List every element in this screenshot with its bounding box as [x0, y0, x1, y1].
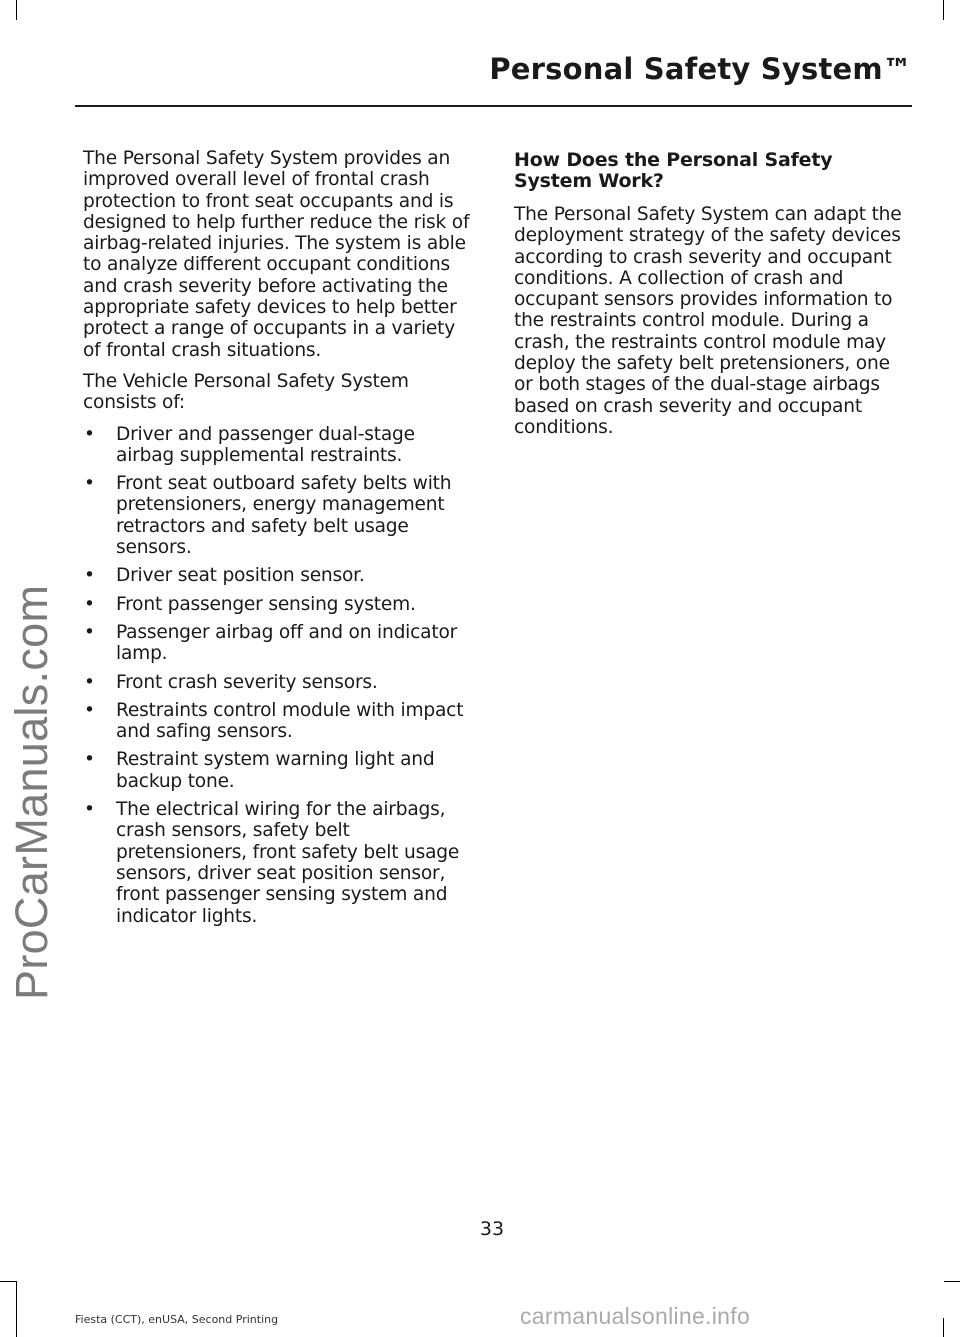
bullet-icon: •: [84, 565, 95, 587]
page-title: Personal Safety System™: [489, 52, 912, 86]
consists-of-paragraph: The Vehicle Personal Safety System consists of:: [83, 370, 409, 414]
section-heading: How Does the Personal Safety System Work?: [514, 149, 833, 192]
list-item: [83, 473, 475, 558]
side-watermark: ProCarManuals.com: [6, 584, 57, 1000]
bullet-icon: •: [84, 593, 95, 615]
list-item-text: Driver and passenger dual-stage airbag supplemental restraints.: [116, 423, 415, 466]
component-list: [83, 424, 475, 927]
crop-mark: [943, 0, 944, 20]
list-item: [83, 622, 475, 665]
left-column: [83, 148, 475, 934]
edition-footer: Fiesta (CCT), enUSA, Second Printing: [75, 1313, 279, 1326]
crop-mark: [944, 1281, 960, 1282]
site-watermark: carmanualsonline.info: [520, 1303, 751, 1329]
list-item-text: Front crash severity sensors.: [116, 671, 378, 693]
bullet-icon: •: [84, 749, 95, 771]
list-item-text: Passenger airbag off and on indicator lamp.: [116, 621, 458, 665]
crop-mark: [0, 1281, 16, 1282]
bullet-icon: •: [84, 473, 95, 495]
page-number: 33: [479, 1218, 505, 1240]
list-item-text: The electrical wiring for the airbags, crash sensors, safety belt pretensioners, front safety belt usage sensors, driver seat position sensor, front passenger sensing system and indicator lights.: [116, 799, 460, 927]
list-item-text: Front seat outboard safety belts with pretensioners, energy management retractors and safety belt usage sensors.: [116, 473, 452, 559]
list-item-text: Front passenger sensing system.: [116, 593, 416, 615]
bullet-icon: •: [84, 423, 95, 445]
list-item-text: Driver seat position sensor.: [116, 565, 365, 587]
section-body: The Personal Safety System can adapt the deployment strategy of the safety devices according to crash severity and occupant conditions. A collection of crash and occupant sensors provides information to the restraints control module. During a crash, the restraints control module may deploy the safety belt pretensioners, one or both stages of the dual-stage airbags based on crash severity and occupant conditions.: [514, 204, 902, 438]
list-item: [83, 424, 475, 467]
bullet-icon: •: [84, 621, 95, 643]
list-item: [83, 749, 475, 792]
list-item: [83, 799, 475, 927]
list-item-text: Restraint system warning light and backup tone.: [116, 749, 435, 792]
list-item: [83, 594, 475, 615]
list-item-text: Restraints control module with impact and safing sensors.: [116, 699, 464, 743]
bullet-icon: •: [84, 671, 95, 693]
crop-mark: [943, 1318, 944, 1337]
list-item: [83, 672, 475, 693]
header-divider: [75, 105, 912, 107]
crop-mark: [16, 1281, 17, 1337]
right-column: [514, 148, 909, 448]
crop-mark: [16, 0, 17, 20]
bullet-icon: •: [84, 699, 95, 721]
bullet-icon: •: [84, 799, 95, 821]
intro-paragraph: The Personal Safety System provides an improved overall level of frontal crash protection to front seat occupants and is designed to help further reduce the risk of airbag-related injuries. The system is able to analyze different occupant conditions and crash severity before activating the appropriate safety devices to help better protect a range of occupants in a variety of frontal crash situations.: [83, 148, 470, 361]
list-item: [83, 700, 475, 743]
list-item: [83, 565, 475, 586]
